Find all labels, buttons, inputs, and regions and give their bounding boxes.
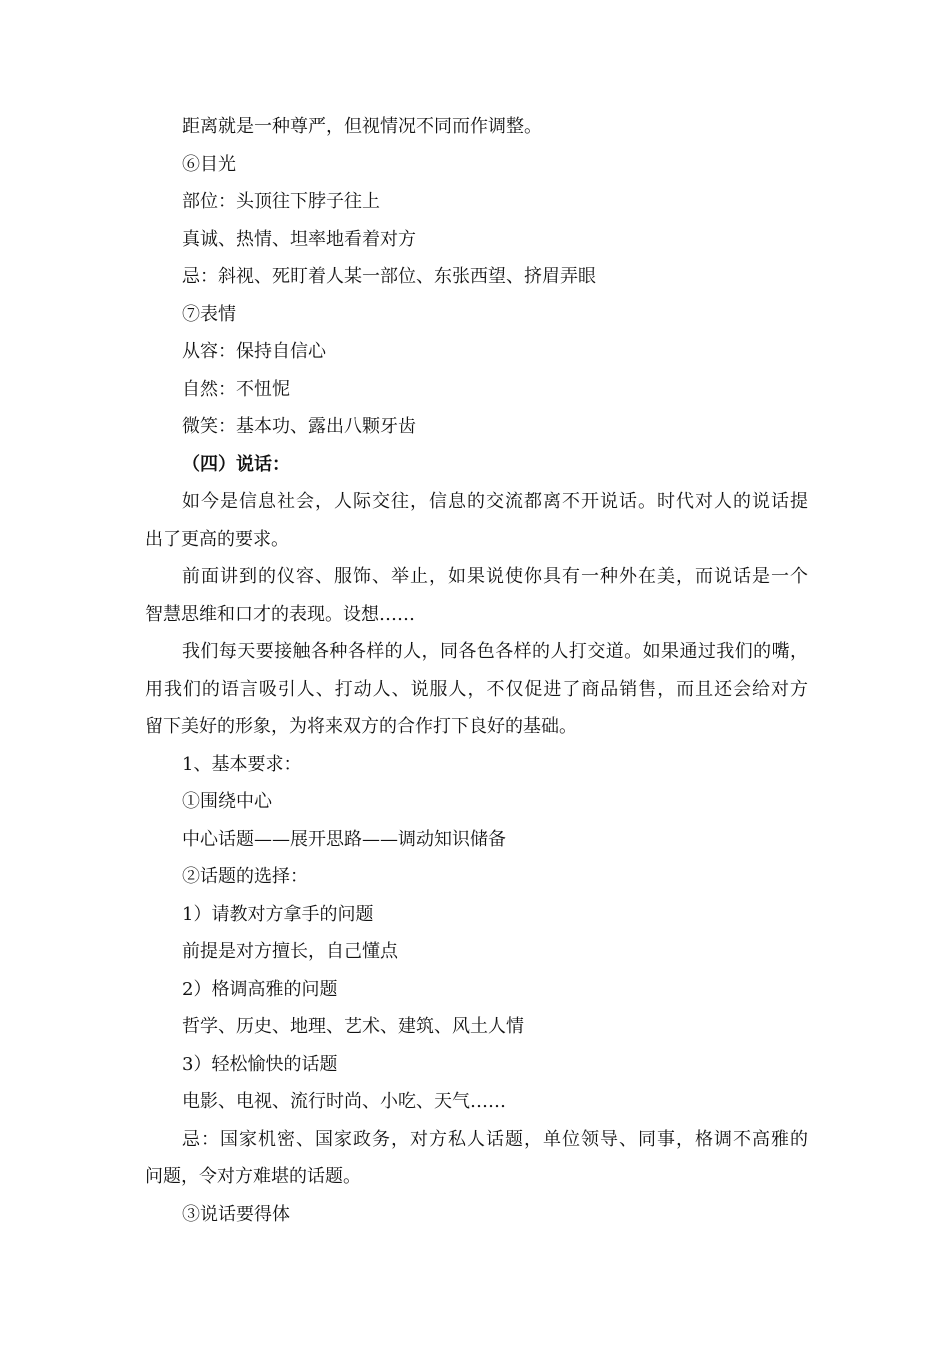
chapter-heading: （四）说话：: [182, 454, 290, 475]
text-line: 自然：不忸怩: [182, 379, 290, 400]
text-line: 真诚、热情、坦率地看着对方: [182, 229, 416, 250]
text-line: 从容：保持自信心: [182, 341, 326, 362]
paragraph-line: 出了更高的要求。: [145, 529, 289, 550]
text-line: 中心话题——展开思路——调动知识储备: [182, 829, 506, 850]
text-line: 电影、电视、流行时尚、小吃、天气……: [182, 1091, 506, 1112]
section-heading: ③说话要得体: [182, 1204, 290, 1225]
paragraph-line: 智慧思维和口才的表现。设想……: [145, 604, 415, 625]
paragraph-line: 如今是信息社会，人际交往，信息的交流都离不开说话。时代对人的说话提: [182, 491, 808, 512]
paragraph-line: 我们每天要接触各种各样的人，同各色各样的人打交道。如果通过我们的嘴，: [182, 641, 808, 662]
section-heading: 1、基本要求：: [182, 754, 302, 775]
text-line: 3）轻松愉快的话题: [182, 1054, 338, 1075]
paragraph-line: 前面讲到的仪容、服饰、举止，如果说使你具有一种外在美，而说话是一个: [182, 566, 808, 587]
section-heading: ⑥目光: [182, 154, 236, 175]
section-heading: ⑦表情: [182, 304, 236, 325]
section-heading: ②话题的选择：: [182, 866, 308, 887]
section-heading: ①围绕中心: [182, 791, 272, 812]
paragraph-line: 问题，令对方难堪的话题。: [145, 1166, 361, 1187]
text-line: 距离就是一种尊严，但视情况不同而作调整。: [182, 116, 542, 137]
paragraph-line: 留下美好的形象，为将来双方的合作打下良好的基础。: [145, 716, 577, 737]
paragraph-line: 用我们的语言吸引人、打动人、说服人，不仅促进了商品销售，而且还会给对方: [145, 679, 808, 700]
text-line: 部位：头顶往下脖子往上: [182, 191, 380, 212]
text-line: 前提是对方擅长，自己懂点: [182, 941, 398, 962]
text-line: 1）请教对方拿手的问题: [182, 904, 374, 925]
paragraph-line: 忌：国家机密、国家政务，对方私人话题，单位领导、同事，格调不高雅的: [182, 1129, 808, 1150]
text-line: 2）格调高雅的问题: [182, 979, 338, 1000]
text-line: 微笑：基本功、露出八颗牙齿: [182, 416, 416, 437]
text-line: 哲学、历史、地理、艺术、建筑、风土人情: [182, 1016, 524, 1037]
text-line: 忌：斜视、死盯着人某一部位、东张西望、挤眉弄眼: [182, 266, 596, 287]
